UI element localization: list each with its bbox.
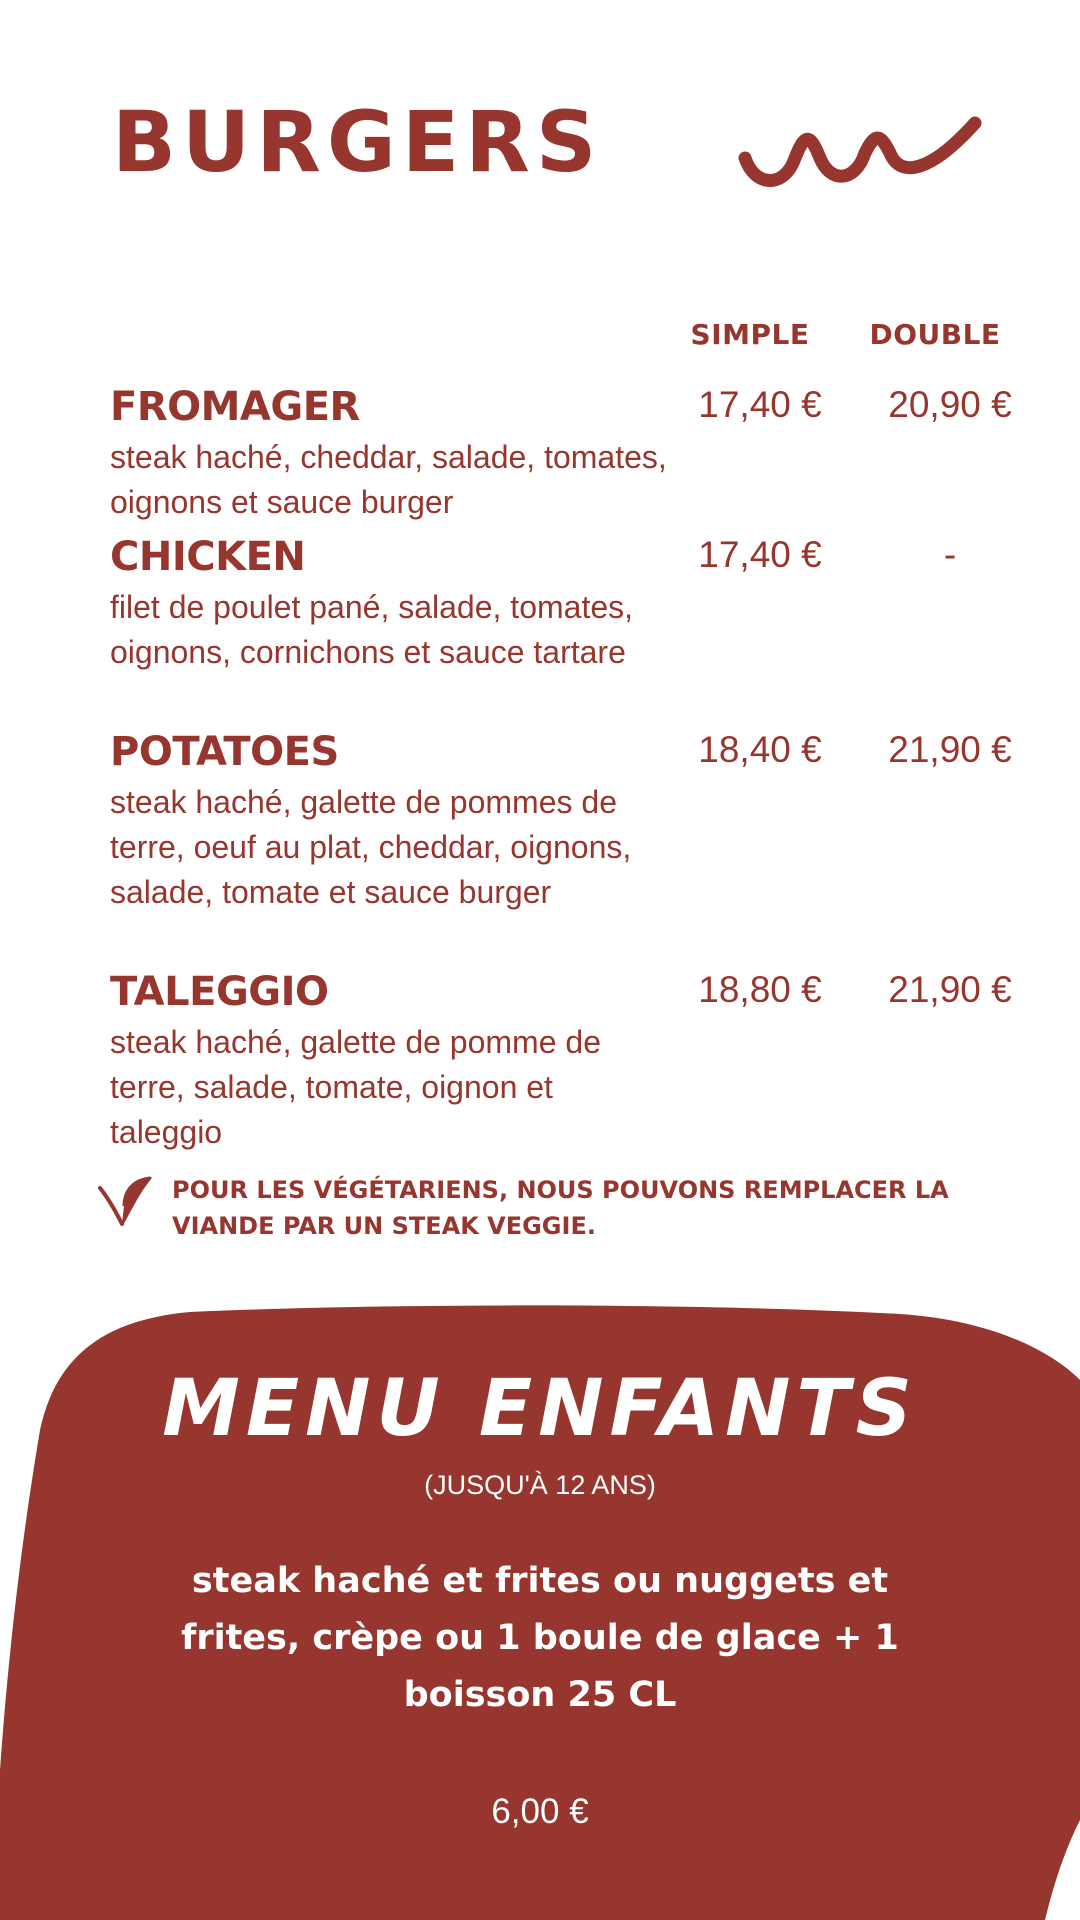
- menu-item-taleggio: [110, 970, 1010, 1155]
- item-description: filet de poulet pané, salade, tomates, oignons, cornichons et sauce tartare: [110, 589, 634, 670]
- menu-item-chicken: [110, 535, 1010, 675]
- leaf-icon: [98, 1172, 154, 1228]
- item-description: steak haché, galette de pommes de terre, oeuf au plat, cheddar, oignons, salade, tomate et sauce burger: [110, 784, 632, 910]
- item-price-simple: 18,40 €: [698, 729, 822, 770]
- item-price-double: 21,90 €: [888, 969, 1012, 1010]
- item-name: CHICKEN: [110, 534, 306, 580]
- kids-menu-description: steak haché et frites ou nuggets et frites, crèpe ou 1 boule de glace + 1 boisson 25 CL: [181, 1561, 899, 1715]
- column-header-simple: SIMPLE: [690, 318, 810, 351]
- item-price-double: 20,90 €: [888, 384, 1012, 425]
- menu-item-fromager: [110, 385, 1010, 525]
- item-name: TALEGGIO: [110, 969, 329, 1015]
- column-header-double: DOUBLE: [869, 318, 1001, 351]
- item-price-simple: 17,40 €: [698, 384, 822, 425]
- item-price-double: -: [943, 534, 957, 575]
- item-price-simple: 18,80 €: [698, 969, 822, 1010]
- item-name: POTATOES: [110, 729, 339, 775]
- veggie-note: POUR LES VÉGÉTARIENS, NOUS POUVONS REMPLACER LA VIANDE PAR UN STEAK VEGGIE.: [172, 1176, 949, 1240]
- item-description: steak haché, galette de pomme de terre, salade, tomate, oignon et taleggio: [110, 1024, 601, 1150]
- item-name: FROMAGER: [110, 384, 360, 430]
- item-description: steak haché, cheddar, salade, tomates, oignons et sauce burger: [110, 439, 667, 520]
- item-price-simple: 17,40 €: [698, 534, 822, 575]
- kids-menu: [0, 1364, 1080, 1832]
- item-price-double: 21,90 €: [888, 729, 1012, 770]
- menu-item-potatoes: [110, 730, 1010, 915]
- kids-menu-age: (JUSQU'À 12 ANS): [424, 1470, 656, 1500]
- kids-menu-price: 6,00 €: [491, 1792, 589, 1831]
- squiggle-icon: [735, 108, 985, 188]
- kids-menu-title: MENU ENFANTS: [162, 1364, 918, 1454]
- section-title: BURGERS: [112, 93, 603, 191]
